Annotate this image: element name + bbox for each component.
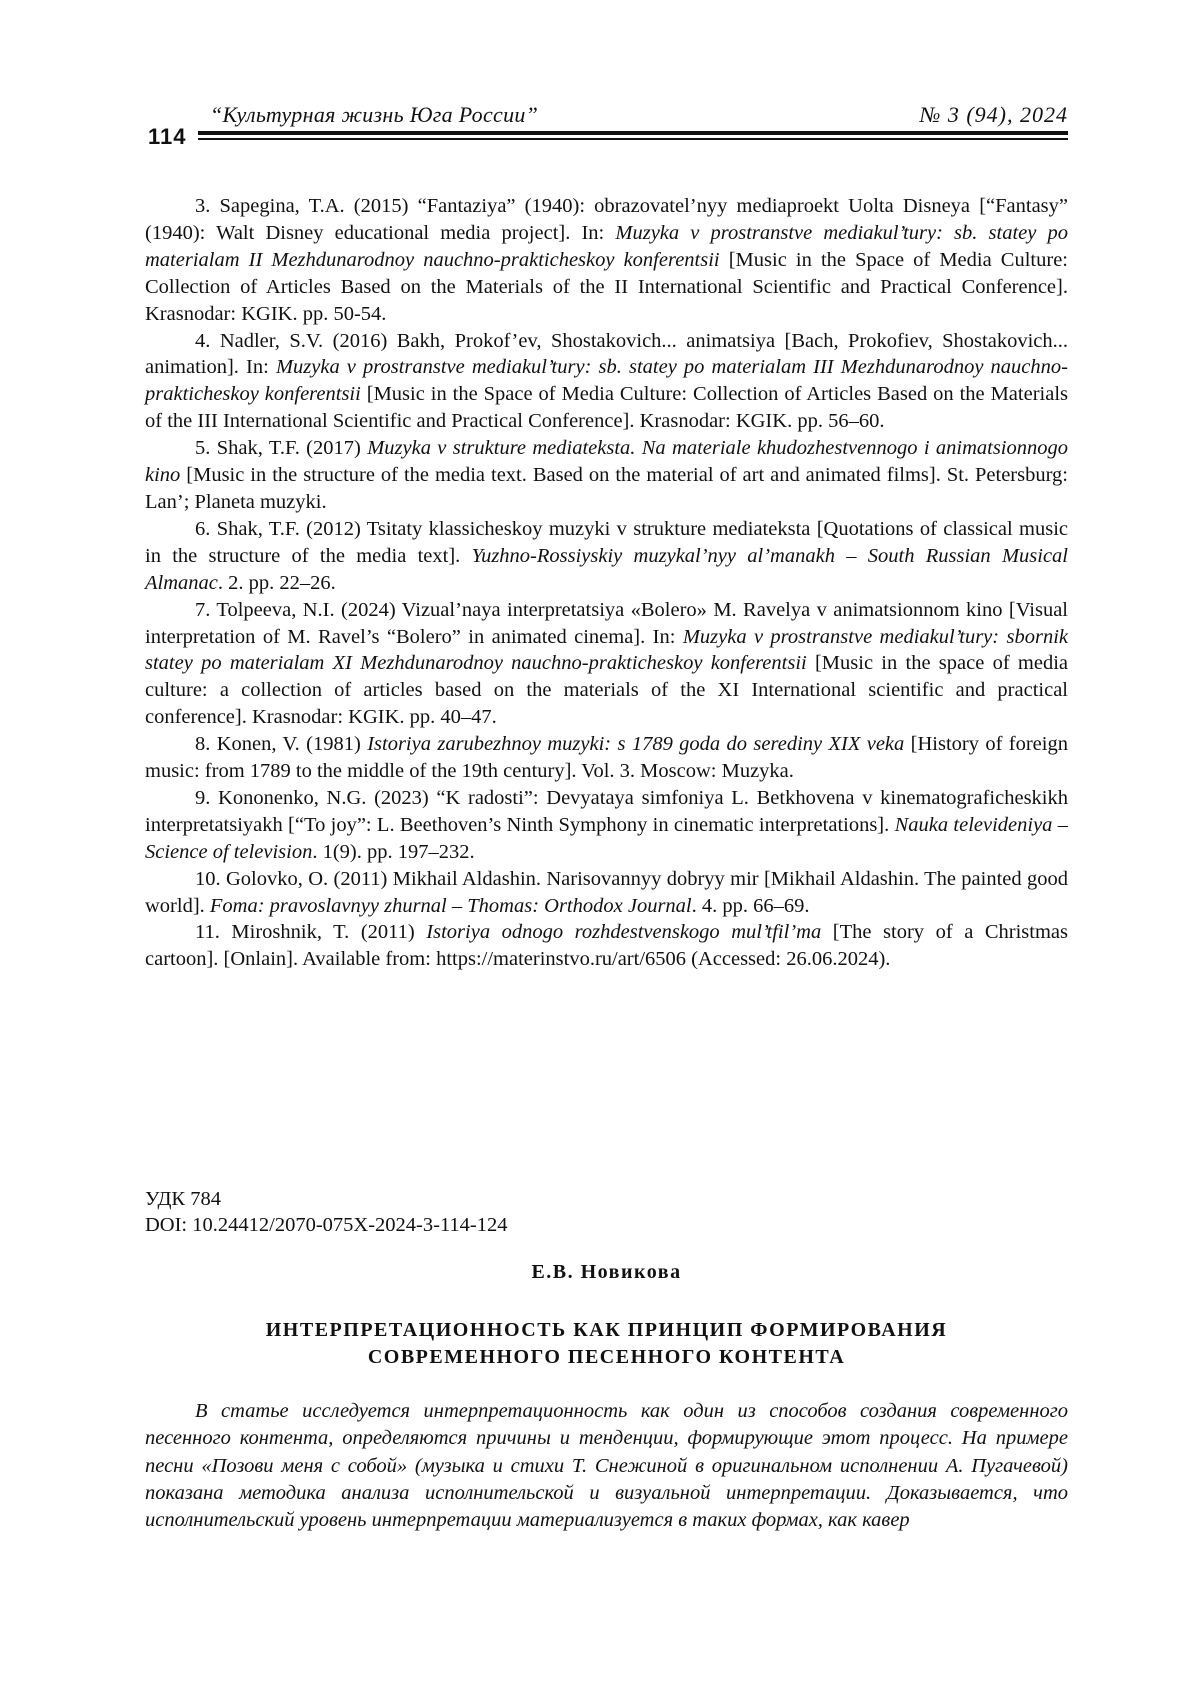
journal-title: “Культурная жизнь Юга России” bbox=[210, 102, 539, 127]
reference-source-italic: Nauka televideniya – Science of television bbox=[145, 813, 1068, 863]
reference-entry bbox=[145, 435, 1068, 516]
reference-text: 10. Golovko, O. (2011) Mikhail Aldashin. Narisovannyy dobryy mir [Mikhail Aldashin. The painted good world]. bbox=[145, 867, 1068, 917]
reference-source-italic: Yuzhno-Rossiyskiy muzykal’nyy al’manakh – South Russian Musical Almanac bbox=[145, 544, 1068, 594]
page-number: 114 bbox=[148, 124, 187, 149]
reference-text: 11. Miroshnik, T. (2011) bbox=[195, 921, 427, 944]
article-title-line: ИНТЕРПРЕТАЦИОННОСТЬ КАК ПРИНЦИП ФОРМИРОВАНИЯ bbox=[265, 1319, 948, 1341]
reference-source-italic: Foma: pravoslavnyy zhurnal – Thomas: Orthodox Journal bbox=[209, 894, 692, 917]
reference-text: [History of foreign music: from 1789 to the middle of the 19th century]. Vol. 3. Moscow: Muzyka. bbox=[145, 733, 1068, 783]
reference-text: 3. Sapegina, T.A. (2015) “Fantaziya” (1940): obrazovatel’nyy mediaproekt Uolta Disneya [“Fantasy” (1940): Walt Disney educational media project]. In: bbox=[145, 195, 1068, 244]
reference-text: [Music in the structure of the media text. Based on the material of art and animated films]. St. Petersburg: Lan’; Planeta muzyki. bbox=[145, 464, 1068, 513]
header-rule-thick bbox=[198, 131, 1068, 135]
reference-entry bbox=[145, 919, 1068, 973]
doi-identifier: DOI: 10.24412/2070-075X-2024-3-114-124 bbox=[145, 1214, 508, 1236]
reference-entry bbox=[145, 516, 1068, 597]
reference-text: . 4. pp. 66–69. bbox=[691, 894, 810, 917]
header-rule-thin bbox=[198, 138, 1068, 140]
reference-text: . 2. pp. 22–26. bbox=[217, 571, 336, 594]
reference-text: 7. Tolpeeva, N.I. (2024) Vizual’naya interpretatsiya «Bolero» M. Ravelya v animatsionnom kino [Visual interpretation of M. Ravel’s “Bolero” in animated cinema]. In: bbox=[145, 598, 1068, 648]
running-header bbox=[148, 100, 1068, 150]
issue-number: № 3 (94), 2024 bbox=[919, 102, 1068, 127]
reference-entry bbox=[145, 866, 1068, 920]
reference-text: 4. Nadler, S.V. (2016) Bakh, Prokof’ev, Shostakovich... animatsiya [Bach, Prokofiev, Shostakovich... animation]. In: bbox=[145, 329, 1068, 379]
reference-source-italic: Muzyka v strukture mediateksta. Na materiale khudozhestvennogo i animatsionnogo kino bbox=[145, 437, 1068, 487]
reference-source-italic: Istoriya zarubezhnoy muzyki: s 1789 goda do serediny XIX veka bbox=[367, 733, 905, 756]
reference-source-italic: Muzyka v prostranstve mediakul’tury: sb. statey po materialam II Mezhdunarodnoy nauchno-prakticheskoy konferentsii bbox=[145, 221, 1068, 271]
reference-source-italic: Istoriya odnogo rozhdestvenskogo mul’tfil’ma bbox=[426, 921, 822, 944]
reference-text: [Music in the Space of Media Culture: Collection of Articles Based on the Materials of the III International Scientific and Practical Conference]. Krasnodar: KGIK. pp. 56–60. bbox=[145, 383, 1068, 433]
reference-text: [Music in the space of media culture: a collection of articles based on the materials of the XI International scientific and practical conference]. Krasnodar: KGIK. pp. 40–47. bbox=[145, 652, 1068, 729]
reference-entry bbox=[145, 328, 1068, 436]
reference-text: [The story of a Christmas cartoon]. [Onlain]. Available from: https://materinstvo.ru/art/6506 (Accessed: 26.06.2024). bbox=[145, 921, 1069, 971]
reference-text: 8. Konen, V. (1981) bbox=[195, 733, 368, 756]
reference-entry bbox=[145, 785, 1068, 866]
reference-text: 5. Shak, T.F. (2017) bbox=[195, 437, 368, 460]
reference-text: . 1(9). pp. 197–232. bbox=[312, 840, 475, 863]
reference-entry bbox=[145, 193, 1068, 328]
reference-entry bbox=[145, 597, 1068, 732]
reference-source-italic: Muzyka v prostranstve mediakul’tury: sb. statey po materialam III Mezhdunarodnoy nauchno-prakticheskoy konferentsii bbox=[145, 356, 1068, 406]
reference-text: 6. Shak, T.F. (2012) Tsitaty klassicheskoy muzyki v strukture mediateksta [Quotations of classical music in the structure of the media text]. bbox=[145, 517, 1068, 567]
reference-text: [Music in the Space of Media Culture: Collection of Articles Based on the Materials of the II International Scientific and Practical Conference]. Krasnodar: KGIK. pp. 50-54. bbox=[145, 248, 1068, 325]
reference-text: 9. Kononenko, N.G. (2023) “K radosti”: Devyataya simfoniya L. Betkhovena v kinematograficheskikh interpretatsiyakh [“To joy”: L. Beethoven’s Ninth Symphony in cinematic interpretations]. bbox=[145, 786, 1068, 836]
udk-code: УДК 784 bbox=[145, 1188, 221, 1210]
reference-entry bbox=[145, 731, 1068, 785]
article-abstract: В статье исследуется интерпретационность как один из способов создания современного песенного контента, определяются причины и тенденции, формирующие этот процесс. На примере песни «Позови меня с собой» (музыка и стихи Т. Снежиной в оригинальном исполнении А. Пугачевой) показана методика анализа исполнительской и визуальной интерпретации. Доказывается, что исполнительский уровень интерпретации материализуется в таких формах, как кавер bbox=[145, 1400, 1068, 1532]
article-metadata bbox=[145, 1186, 508, 1238]
article-author: Е.В. Новикова bbox=[531, 1261, 682, 1283]
reference-list bbox=[145, 193, 1068, 973]
article-title bbox=[145, 1317, 1068, 1371]
reference-source-italic: Muzyka v prostranstve mediakul’tury: sbornik statey po materialam XI Mezhdunarodnoy nauchno-prakticheskoy konferentsii bbox=[145, 625, 1068, 675]
article-title-line: СОВРЕМЕННОГО ПЕСЕННОГО КОНТЕНТА bbox=[367, 1346, 846, 1368]
